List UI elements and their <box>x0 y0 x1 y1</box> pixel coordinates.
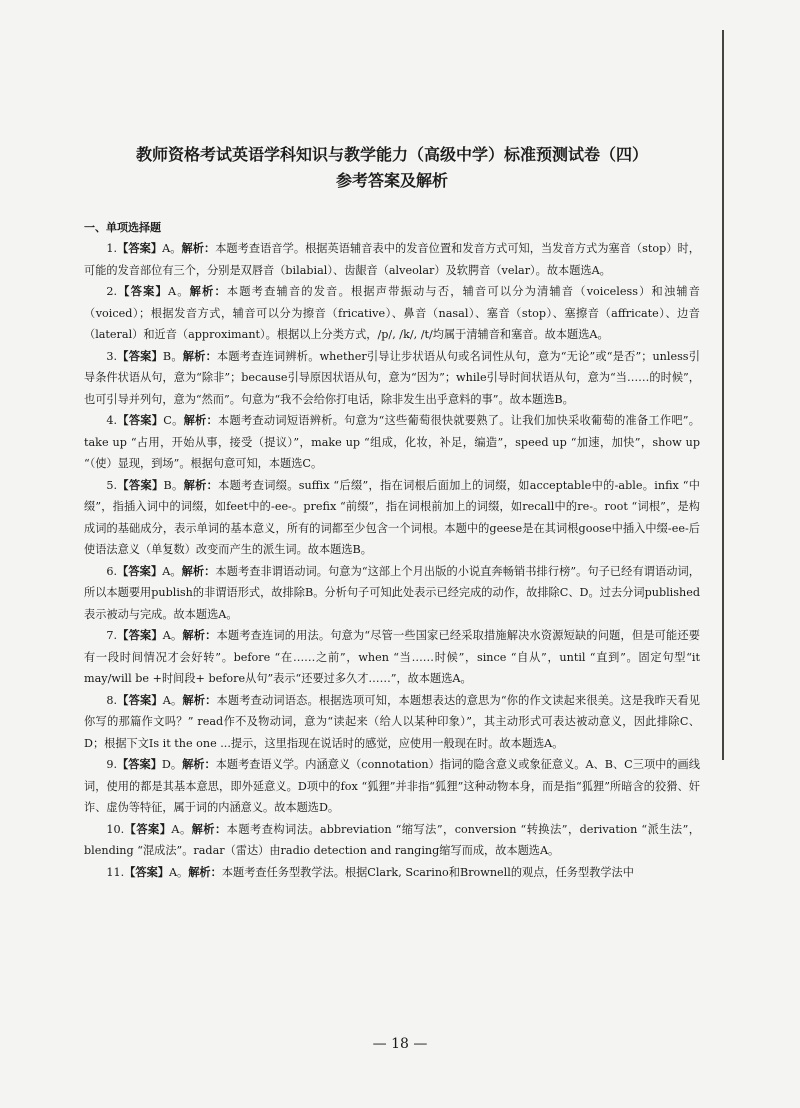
answer-item <box>84 475 700 561</box>
document-title <box>84 142 700 194</box>
explanation-text: 本题考查非谓语动词。句意为“这部上个月出版的小说直奔畅销书排行榜”。句子已经有谓语动词，所以本题要用publish的非谓语形式，故排除B。分析句子可知此处表示已经完成的动作，故排除C、D。过去分词published表示被动与完成。故本题选A。 <box>84 564 700 621</box>
explain-colon: ： <box>204 564 216 578</box>
binding-line <box>722 30 724 760</box>
answer-choice: A。 <box>162 693 183 707</box>
item-number: 10. <box>106 822 125 836</box>
explain-label: 解析 <box>188 865 211 879</box>
answer-item <box>84 862 700 884</box>
answer-label: 【答案】 <box>117 478 164 492</box>
answer-item <box>84 561 700 626</box>
explanation-text: 本题考查连词辨析。whether引导让步状语从句或名词性从句，意为“无论”或“是否”；unless引导条件状语从句，意为“除非”；because引导原因状语从句，意为“因为”；while引导时间状语从句，意为“当……的时候”，也可引导并列句，意为“然而”。句意为“我不会给你打电话，除非发生出乎意料的事”。故本题选B。 <box>84 349 700 406</box>
answer-item <box>84 410 700 475</box>
item-number: 5. <box>106 478 118 492</box>
answer-label: 【答案】 <box>117 693 163 707</box>
answer-choice: A。 <box>171 822 192 836</box>
answer-choice: B。 <box>163 478 184 492</box>
explain-label: 解析 <box>183 478 207 492</box>
answer-item <box>84 754 700 819</box>
explain-label: 解析 <box>191 822 215 836</box>
answer-label: 【答案】 <box>117 414 164 427</box>
title-line-2: 参考答案及解析 <box>335 171 448 190</box>
item-number: 9. <box>106 758 118 771</box>
explanation-text: 本题考查构词法。abbreviation “缩写法”，conversion “转换法”，derivation “派生法”，blending “混成法”。radar（雷达）由radio detection and ranging缩写而成，故本题选A。 <box>84 822 700 857</box>
explain-colon: ： <box>214 285 227 298</box>
explain-label: 解析 <box>189 285 215 298</box>
answer-list <box>84 238 700 883</box>
explain-colon: ： <box>205 693 217 707</box>
section-heading: 一、单项选择题 <box>84 221 161 234</box>
explain-colon: ： <box>210 865 222 879</box>
document-page <box>84 142 700 883</box>
answer-label: 【答案】 <box>117 629 163 642</box>
item-number: 7. <box>106 629 118 642</box>
explain-label: 解析 <box>182 693 206 707</box>
title-line-1: 教师资格考试英语学科知识与教学能力（高级中学）标准预测试卷（四） <box>135 145 648 164</box>
explain-colon: ： <box>214 822 227 836</box>
explanation-text: 本题考查语义学。内涵意义（connotation）指词的隐含意义或象征意义。A、B、C三项中的画线词，使用的都是其基本意思，即外延意义。D项中的fox “狐狸”并非指“狐狸”这种动物本身，而是指“狐狸”所暗含的狡猾、奸诈、虚伪等特征，属于词的内涵意义。故本题选D。 <box>84 758 700 814</box>
item-number: 8. <box>106 693 118 707</box>
answer-item <box>84 238 700 281</box>
item-number: 4. <box>106 414 118 427</box>
explanation-text: 本题考查任务型教学法。根据Clark, Scarino和Brownell的观点，任务型教学法中 <box>221 865 634 879</box>
answer-label: 【答案】 <box>117 564 163 578</box>
answer-choice: A。 <box>162 242 182 255</box>
item-number: 1. <box>106 242 118 255</box>
explain-colon: ： <box>203 242 216 255</box>
answer-item <box>84 819 700 862</box>
explain-label: 解析 <box>182 758 205 771</box>
answer-item <box>84 346 700 411</box>
explain-label: 解析 <box>182 349 206 363</box>
answer-choice: B。 <box>162 349 183 363</box>
page-number: — 18 — <box>372 1036 428 1052</box>
answer-label: 【答案】 <box>124 865 169 879</box>
answer-item <box>84 625 700 690</box>
answer-choice: A。 <box>168 865 189 879</box>
explain-label: 解析 <box>181 242 204 255</box>
answer-label: 【答案】 <box>117 349 163 363</box>
answer-choice: A。 <box>167 285 190 298</box>
explain-label: 解析 <box>183 414 207 427</box>
explanation-text: 本题考查辅音的发音。根据声带振动与否，辅音可以分为清辅音（voiceless）和浊辅音（voiced）；根据发音方式，辅音可以分为擦音（fricative）、鼻音（nasal）、塞音（stop）、塞擦音（affricate）、边音（lateral）和近音（approximant）。根据以上分类方式，/p/, /k/, /t/均属于清辅音和塞音。故本题选A。 <box>84 285 700 341</box>
explain-colon: ： <box>205 349 217 363</box>
explanation-text: 本题考查词缀。suffix “后缀”，指在词根后面加上的词缀，如acceptable中的-able。infix “中缀”，指插入词中的词缀，如feet中的-ee-。prefix “前缀”，指在词根前加上的词缀，如recall中的re-。root “词根”，是构成词的基础成分，表示单词的基本意义，所有的词都至少包含一个词根。本题中的geese是在其词根goose中插入中缀-ee-后使语法意义（单复数）改变而产生的派生词。故本题选B。 <box>84 478 700 556</box>
item-number: 11. <box>106 865 125 879</box>
explain-colon: ： <box>206 414 218 427</box>
answer-item <box>84 690 700 755</box>
explain-label: 解析 <box>182 629 206 642</box>
answer-choice: A。 <box>162 629 183 642</box>
answer-label: 【答案】 <box>124 822 172 836</box>
explanation-text: 本题考查动词短语辨析。句意为“这些葡萄很快就要熟了。让我们加快采收葡萄的准备工作吧”。take up “占用，开始从事，接受（提议）”，make up “组成，化妆，补足，编造”，speed up “加速，加快”，show up “（使）显现，到场”。根据句意可知，本题选C。 <box>84 414 700 470</box>
explanation-text: 本题考查语音学。根据英语辅音表中的发音位置和发音方式可知，当发音方式为塞音（stop）时，可能的发音部位有三个，分别是双唇音（bilabial）、齿龈音（alveolar）及软腭音（velar）。故本题选A。 <box>84 242 700 277</box>
explain-colon: ： <box>204 758 216 771</box>
answer-choice: A。 <box>162 564 182 578</box>
explanation-text: 本题考查动词语态。根据选项可知，本题想表达的意思为“你的作文读起来很美。这是我昨天看见你写的那篇作文吗？” read作不及物动词，意为“读起来（给人以某种印象）”，其主动形式可表达被动意义，因此排除C、D；根据下文Is it the one ...提示，这里指现在说话时的感觉，应使用一般现在时。故本题选A。 <box>84 693 700 750</box>
explain-label: 解析 <box>181 564 205 578</box>
answer-label: 【答案】 <box>117 758 162 771</box>
answer-choice: C。 <box>163 414 184 427</box>
answer-item <box>84 281 700 346</box>
explain-colon: ： <box>205 629 217 642</box>
item-number: 6. <box>106 564 118 578</box>
item-number: 2. <box>106 285 118 298</box>
explanation-text: 本题考查连词的用法。句意为“尽管一些国家已经采取措施解决水资源短缺的问题，但是可能还要有一段时间情况才会好转”。before “在……之前”，when “当……时候”，since “自从”，until “直到”。固定句型“it may/will be +时间段+ before从句”表示“还要过多久才……”，故本题选A。 <box>84 629 700 685</box>
answer-choice: D。 <box>161 758 183 771</box>
answer-label: 【答案】 <box>117 285 168 298</box>
answer-label: 【答案】 <box>117 242 163 255</box>
item-number: 3. <box>106 349 118 363</box>
explain-colon: ： <box>206 478 219 492</box>
